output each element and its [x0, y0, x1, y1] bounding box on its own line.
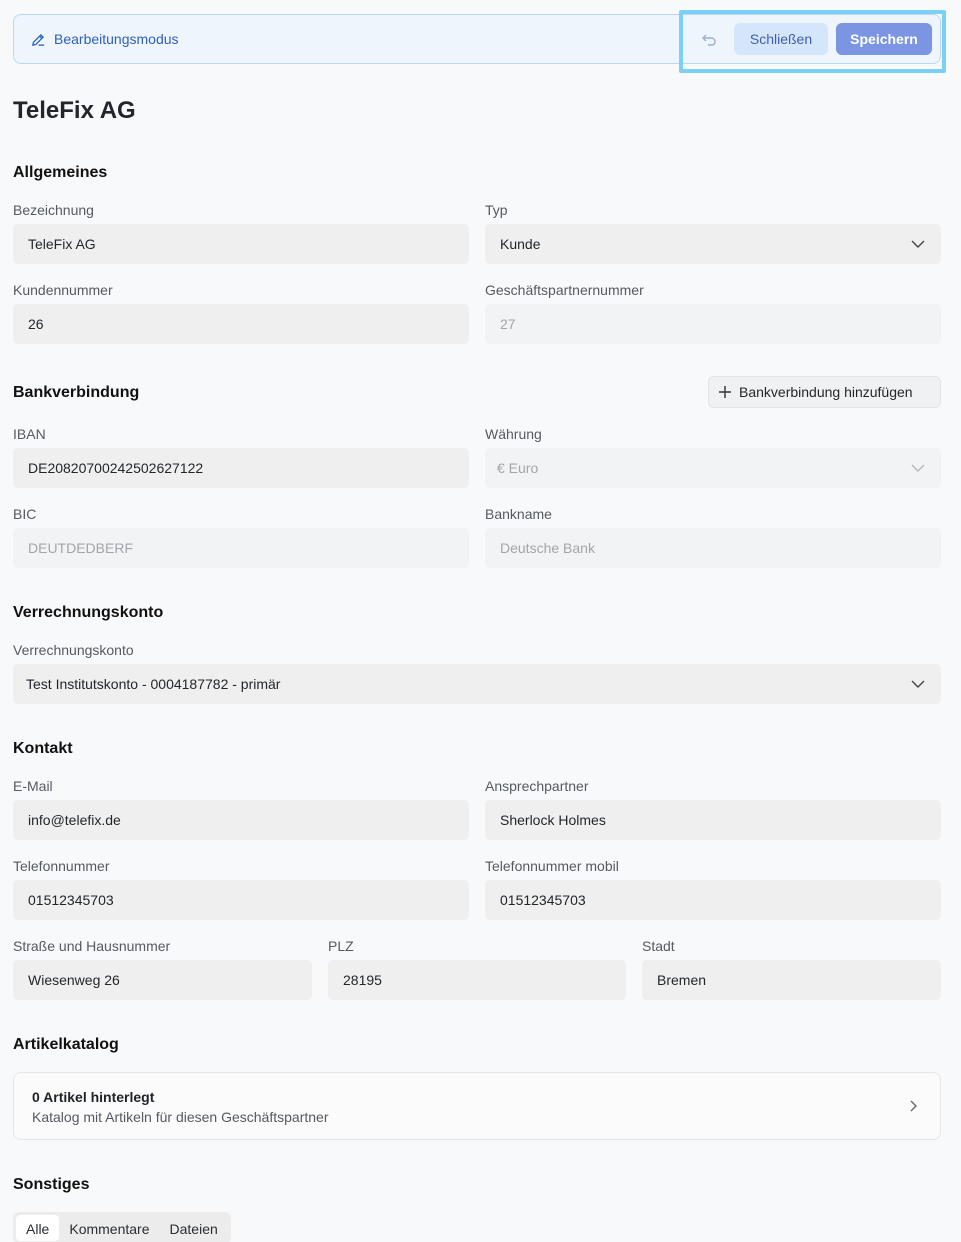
- type-value: Kunde: [500, 236, 541, 252]
- mobile-value: 01512345703: [500, 892, 586, 908]
- phone-field[interactable]: [13, 880, 469, 920]
- section-title-general: Allgemeines: [13, 164, 108, 181]
- edit-mode-indicator: [31, 31, 179, 47]
- zip-field[interactable]: [328, 960, 626, 1000]
- bic-value: DEUTDEDBERF: [28, 540, 134, 556]
- email-label: E-Mail: [13, 778, 53, 794]
- zip-label: PLZ: [328, 938, 354, 954]
- close-button[interactable]: Schließen: [734, 23, 828, 55]
- add-bank-account-label: Bankverbindung hinzufügen: [739, 384, 913, 400]
- name-value: TeleFix AG: [28, 236, 96, 252]
- currency-value: € Euro: [497, 460, 539, 476]
- contact-person-field[interactable]: [485, 800, 941, 840]
- save-button[interactable]: Speichern: [836, 23, 932, 55]
- street-value: Wiesenweg 26: [28, 972, 120, 988]
- currency-select: [485, 448, 941, 488]
- clearing-account-label: Verrechnungskonto: [13, 642, 134, 658]
- bic-field: [13, 528, 469, 568]
- customer-number-value: 26: [28, 316, 44, 332]
- street-label: Straße und Hausnummer: [13, 938, 171, 954]
- name-label: Bezeichnung: [13, 202, 94, 218]
- catalog-description: Katalog mit Artikeln für diesen Geschäftspartner: [32, 1109, 329, 1125]
- undo-button[interactable]: [697, 28, 721, 52]
- partner-number-field: [485, 304, 941, 344]
- section-title-misc: Sonstiges: [13, 1176, 90, 1193]
- pencil-icon: [31, 32, 46, 47]
- phone-label: Telefonnummer: [13, 858, 110, 874]
- section-title-clearing: Verrechnungskonto: [13, 604, 164, 621]
- chevron-right-icon: [906, 1099, 920, 1113]
- iban-field[interactable]: [13, 448, 469, 488]
- partner-number-label: Geschäftspartnernummer: [485, 282, 644, 298]
- add-bank-account-button[interactable]: [708, 376, 941, 408]
- section-title-contact: Kontakt: [13, 740, 73, 757]
- type-select[interactable]: [485, 224, 941, 264]
- type-label: Typ: [485, 202, 508, 218]
- customer-number-label: Kundennummer: [13, 282, 113, 298]
- city-label: Stadt: [642, 938, 675, 954]
- bankname-label: Bankname: [485, 506, 552, 522]
- street-field[interactable]: [13, 960, 312, 1000]
- city-value: Bremen: [657, 972, 707, 988]
- catalog-count: 0 Artikel hinterlegt: [32, 1089, 155, 1105]
- catalog-card[interactable]: [13, 1072, 941, 1140]
- bankname-value: Deutsche Bank: [500, 540, 595, 556]
- edit-mode-label: Bearbeitungsmodus: [54, 31, 179, 47]
- customer-number-field[interactable]: [13, 304, 469, 344]
- bankname-field: [485, 528, 941, 568]
- chevron-down-icon: [911, 237, 925, 251]
- misc-tabs: [13, 1212, 231, 1242]
- contact-person-label: Ansprechpartner: [485, 778, 589, 794]
- plus-icon: [719, 386, 731, 398]
- tab-files[interactable]: Dateien: [169, 1221, 218, 1237]
- section-title-bank: Bankverbindung: [13, 384, 140, 401]
- clearing-account-select[interactable]: [13, 664, 941, 704]
- chevron-down-icon: [911, 677, 925, 691]
- name-field[interactable]: [13, 224, 469, 264]
- section-title-catalog: Artikelkatalog: [13, 1036, 119, 1053]
- undo-icon: [701, 32, 717, 48]
- iban-value: DE20820700242502627122: [28, 460, 204, 476]
- partner-number-value: 27: [500, 316, 516, 332]
- iban-label: IBAN: [13, 426, 46, 442]
- phone-value: 01512345703: [28, 892, 114, 908]
- mobile-field[interactable]: [485, 880, 941, 920]
- currency-label: Währung: [485, 426, 542, 442]
- clearing-account-value: Test Institutskonto - 0004187782 - primär: [26, 676, 281, 692]
- email-value: info@telefix.de: [28, 812, 121, 828]
- email-field[interactable]: [13, 800, 469, 840]
- city-field[interactable]: [642, 960, 941, 1000]
- bic-label: BIC: [13, 506, 37, 522]
- tab-comments[interactable]: Kommentare: [69, 1221, 150, 1237]
- zip-value: 28195: [343, 972, 382, 988]
- mobile-label: Telefonnummer mobil: [485, 858, 619, 874]
- chevron-down-icon: [911, 461, 925, 475]
- contact-person-value: Sherlock Holmes: [500, 812, 606, 828]
- tab-all[interactable]: Alle: [16, 1215, 59, 1241]
- page-title: TeleFix AG: [13, 97, 136, 124]
